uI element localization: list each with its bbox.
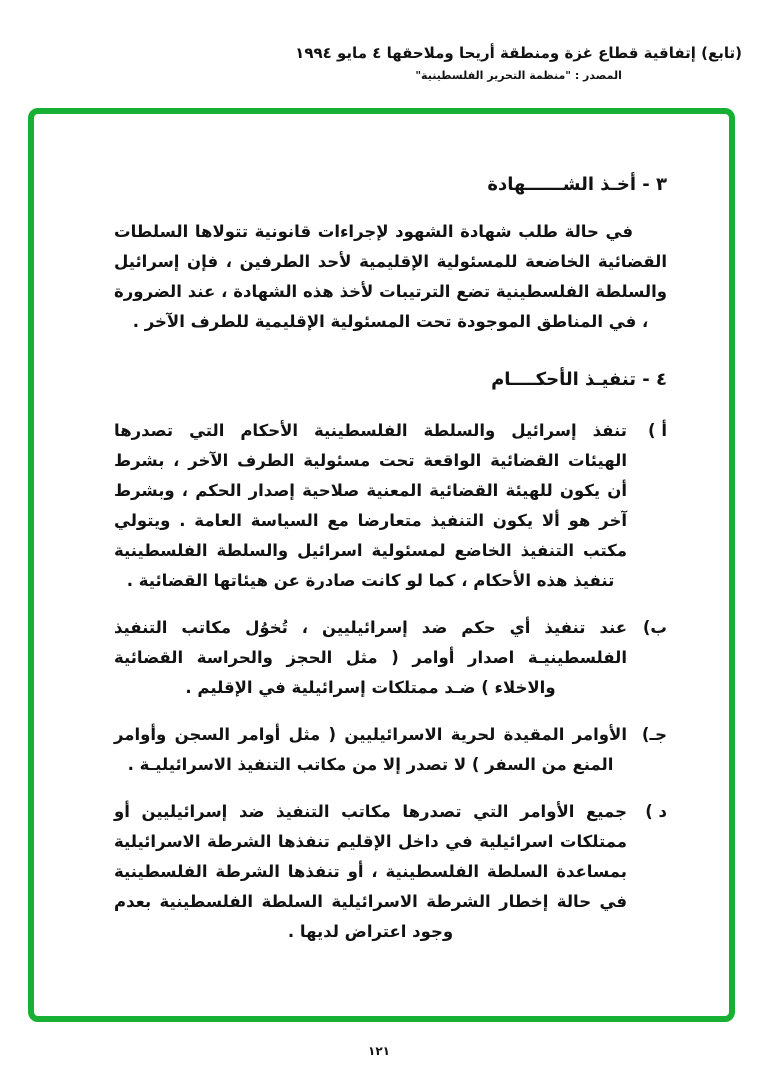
item-a-label: أ ) xyxy=(648,421,667,440)
page-footer xyxy=(0,1040,758,1059)
page-header xyxy=(295,44,742,82)
document-content xyxy=(34,114,729,947)
item-j-text: الأوامر المقيدة لحرية الاسرائيليين ( مثل أوامر السجن وأوامر المنع من السفر ) لا تصدر إلا من مكاتب التنفيذ الاسرائيليـة . xyxy=(114,725,627,774)
item-b-text: عند تنفيذ أي حكم ضد إسرائيليين ، تُخوُل مكاتب التنفيذ الفلسطينيـة اصدار أوامر ( مثل الحجز والحراسة القضائية والاخلاء ) ضـد ممتلكات إسرائيلية في الإقليم . xyxy=(114,618,627,697)
page-number: ١٢١ xyxy=(368,1044,390,1058)
list-item-j xyxy=(114,720,667,780)
item-d-text: جميع الأوامر التي تصدرها مكاتب التنفيذ ضد إسرائيليين أو ممتلكات اسرائيلية في داخل الإقليم تنفذها الشرطة الاسرائيلية بمساعدة السلطة الفلسطينية ، أو تنفذها الشرطة الفلسطينية في حالة إخطار الشرطة الاسرائيلية السلطة الفلسطينية بعدم وجود اعتراض لديها . xyxy=(114,802,627,941)
section-4-heading: ٤ - تنفيـذ الأحكــــام xyxy=(491,369,667,390)
document-source: المصدر : "منظمة التحرير الفلسطينية" xyxy=(415,69,622,82)
section-3-heading: ٣ - أخـذ الشــــــهادة xyxy=(487,174,667,195)
item-j-label: جـ) xyxy=(641,725,667,744)
section-3-paragraph: في حالة طلب شهادة الشهود لإجراءات قانونية تتولاها السلطات القضائية الخاضعة للمسئولية الإقليمية لأحد الطرفين ، فإن إسرائيل والسلطة الفلسطينية تضع الترتيبات لأخذ هذه الشهادة ، عند الضرورة ، في المناطق الموجودة تحت المسئولية الإقليمية للطرف الآخر . xyxy=(114,222,667,331)
item-a-text: تنفذ إسرائيل والسلطة الفلسطينية الأحكام التي تصدرها الهيئات القضائية الواقعة تحت مسئولية الطرف الآخر ، بشرط أن يكون للهيئة القضائية المعنية صلاحية إصدار الحكم ، وبشرط آخر هو ألا يكون التنفيذ متعارضا مع السياسة العامة . ويتولي مكتب التنفيذ الخاضع لمسئولية اسرائيل والسلطة الفلسطينية تنفيذ هذه الأحكام ، كما لو كانت صادرة عن هيئاتها القضائية . xyxy=(114,421,627,590)
content-border-box xyxy=(28,108,735,1022)
section-4-items xyxy=(114,416,667,947)
document-title: (تابع) إتفاقية قطاع غزة ومنطقة أريحا وملاحقها ٤ مايو ١٩٩٤ xyxy=(295,44,742,62)
item-d-label: د ) xyxy=(645,802,667,821)
list-item-d xyxy=(114,797,667,947)
list-item-b xyxy=(114,613,667,703)
list-item-a xyxy=(114,416,667,596)
item-b-label: ب) xyxy=(642,618,667,637)
